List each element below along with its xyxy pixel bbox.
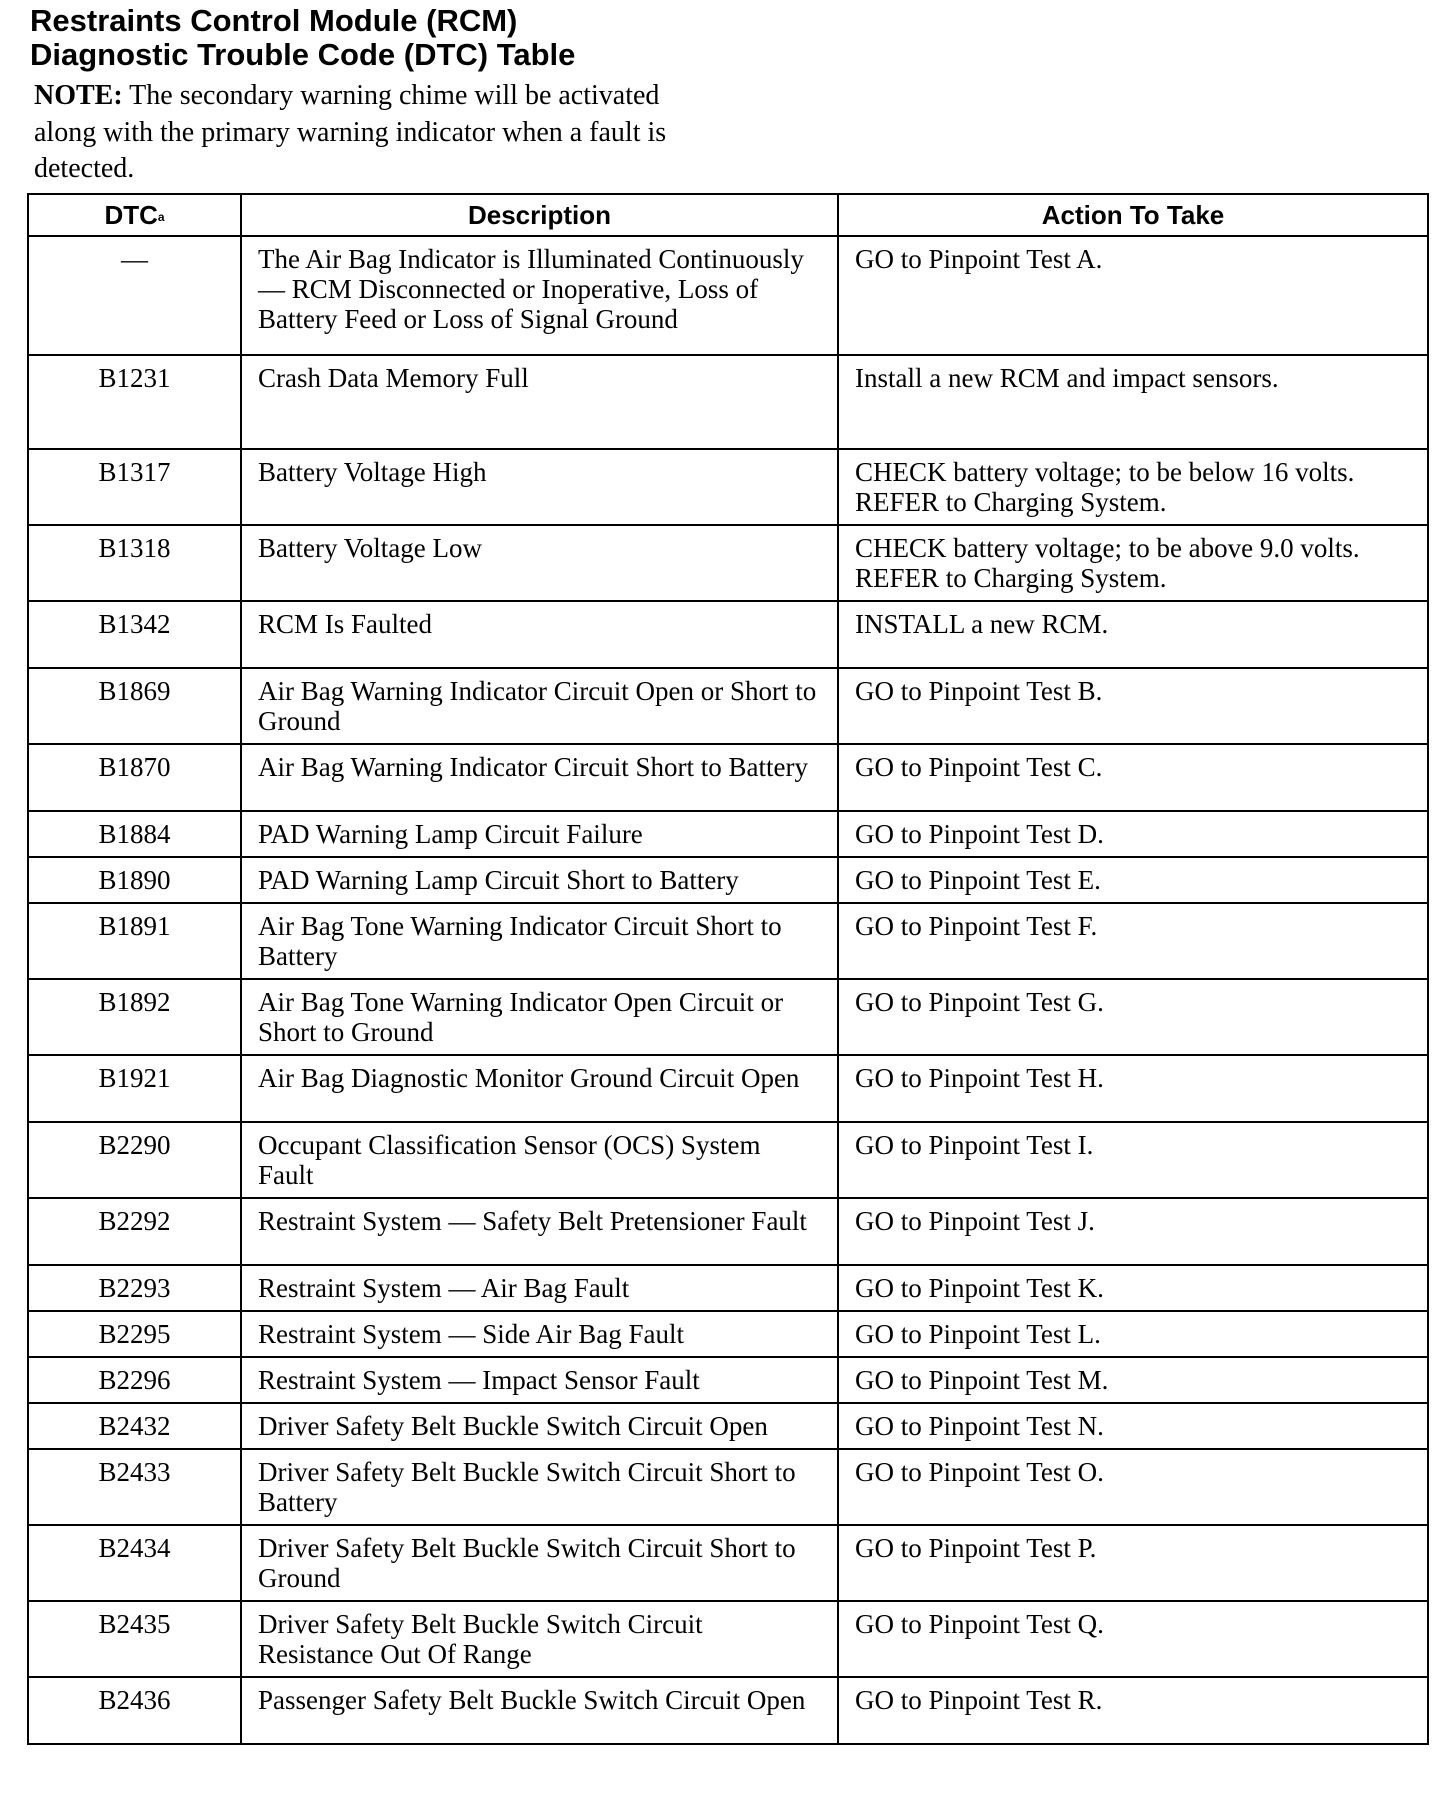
description-cell: Air Bag Tone Warning Indicator Circuit Short to Battery: [241, 903, 838, 979]
description-cell: Passenger Safety Belt Buckle Switch Circuit Open: [241, 1677, 838, 1744]
description-cell: Restraint System — Safety Belt Pretensioner Fault: [241, 1198, 838, 1265]
action-cell: GO to Pinpoint Test B.: [838, 668, 1428, 744]
description-cell: Driver Safety Belt Buckle Switch Circuit Short to Ground: [241, 1525, 838, 1601]
action-cell: Install a new RCM and impact sensors.: [838, 355, 1428, 449]
action-cell: GO to Pinpoint Test N.: [838, 1403, 1428, 1449]
description-cell: Air Bag Warning Indicator Circuit Short to Battery: [241, 744, 838, 811]
dtc-code-cell: B1892: [28, 979, 241, 1055]
dtc-code-cell: B1869: [28, 668, 241, 744]
action-cell: GO to Pinpoint Test P.: [838, 1525, 1428, 1601]
dtc-code-cell: B1317: [28, 449, 241, 525]
table-row: [28, 1403, 1428, 1449]
dtc-code-cell: B1870: [28, 744, 241, 811]
table-row: [28, 903, 1428, 979]
table-row: [28, 1198, 1428, 1265]
note: [34, 78, 714, 188]
table-row: [28, 1449, 1428, 1525]
description-cell: Driver Safety Belt Buckle Switch Circuit Open: [241, 1403, 838, 1449]
description-cell: Air Bag Tone Warning Indicator Open Circuit or Short to Ground: [241, 979, 838, 1055]
dtc-code-cell: B1891: [28, 903, 241, 979]
action-cell: GO to Pinpoint Test K.: [838, 1265, 1428, 1311]
table-row: [28, 601, 1428, 668]
table-row: [28, 1677, 1428, 1744]
page-title: [30, 4, 575, 72]
action-cell: GO to Pinpoint Test E.: [838, 857, 1428, 903]
description-cell: Driver Safety Belt Buckle Switch Circuit Resistance Out Of Range: [241, 1601, 838, 1677]
action-cell: GO to Pinpoint Test M.: [838, 1357, 1428, 1403]
description-cell: Battery Voltage Low: [241, 525, 838, 601]
action-cell: GO to Pinpoint Test Q.: [838, 1601, 1428, 1677]
description-cell: Restraint System — Air Bag Fault: [241, 1265, 838, 1311]
description-cell: RCM Is Faulted: [241, 601, 838, 668]
dtc-code-cell: B2290: [28, 1122, 241, 1198]
dtc-code-cell: B2292: [28, 1198, 241, 1265]
table-row: [28, 1357, 1428, 1403]
table-row: [28, 236, 1428, 355]
page-title-line-1: Restraints Control Module (RCM): [30, 3, 518, 38]
table-row: [28, 811, 1428, 857]
action-cell: CHECK battery voltage; to be above 9.0 volts. REFER to Charging System.: [838, 525, 1428, 601]
description-cell: PAD Warning Lamp Circuit Failure: [241, 811, 838, 857]
dtc-code-cell: B1921: [28, 1055, 241, 1122]
header-dtc: [28, 194, 241, 236]
table-row: [28, 355, 1428, 449]
action-cell: GO to Pinpoint Test D.: [838, 811, 1428, 857]
action-cell: GO to Pinpoint Test I.: [838, 1122, 1428, 1198]
description-cell: Crash Data Memory Full: [241, 355, 838, 449]
table-row: [28, 449, 1428, 525]
table-row: [28, 1525, 1428, 1601]
header-dtc-label: DTC: [104, 200, 158, 230]
dtc-code-cell: B2436: [28, 1677, 241, 1744]
action-cell: INSTALL a new RCM.: [838, 601, 1428, 668]
action-cell: GO to Pinpoint Test G.: [838, 979, 1428, 1055]
description-cell: PAD Warning Lamp Circuit Short to Battery: [241, 857, 838, 903]
dtc-code-cell: B1231: [28, 355, 241, 449]
table-row: [28, 1601, 1428, 1677]
action-cell: CHECK battery voltage; to be below 16 volts. REFER to Charging System.: [838, 449, 1428, 525]
table-row: [28, 1055, 1428, 1122]
action-cell: GO to Pinpoint Test H.: [838, 1055, 1428, 1122]
dtc-code-cell: —: [28, 236, 241, 355]
action-cell: GO to Pinpoint Test F.: [838, 903, 1428, 979]
dtc-code-cell: B2435: [28, 1601, 241, 1677]
description-cell: Air Bag Warning Indicator Circuit Open or Short to Ground: [241, 668, 838, 744]
table-header-row: [28, 194, 1428, 236]
table-row: [28, 1265, 1428, 1311]
header-action: Action To Take: [838, 194, 1428, 236]
header-dtc-footnote-mark: a: [157, 210, 165, 224]
dtc-code-cell: B1884: [28, 811, 241, 857]
dtc-table: [27, 193, 1429, 1745]
dtc-code-cell: B2295: [28, 1311, 241, 1357]
table-row: [28, 525, 1428, 601]
table-row: [28, 744, 1428, 811]
dtc-code-cell: B2293: [28, 1265, 241, 1311]
action-cell: GO to Pinpoint Test L.: [838, 1311, 1428, 1357]
description-cell: Occupant Classification Sensor (OCS) System Fault: [241, 1122, 838, 1198]
table-row: [28, 1311, 1428, 1357]
dtc-code-cell: B2296: [28, 1357, 241, 1403]
dtc-code-cell: B2432: [28, 1403, 241, 1449]
dtc-code-cell: B1890: [28, 857, 241, 903]
dtc-code-cell: B2433: [28, 1449, 241, 1525]
description-cell: Air Bag Diagnostic Monitor Ground Circuit Open: [241, 1055, 838, 1122]
dtc-code-cell: B1342: [28, 601, 241, 668]
table-body: [28, 236, 1428, 1744]
note-text: The secondary warning chime will be activated along with the primary warning indicator when a fault is detected.: [34, 80, 667, 184]
note-label: NOTE:: [34, 80, 123, 111]
description-cell: Driver Safety Belt Buckle Switch Circuit Short to Battery: [241, 1449, 838, 1525]
action-cell: GO to Pinpoint Test J.: [838, 1198, 1428, 1265]
table-row: [28, 979, 1428, 1055]
header-description: Description: [241, 194, 838, 236]
action-cell: GO to Pinpoint Test R.: [838, 1677, 1428, 1744]
description-cell: Battery Voltage High: [241, 449, 838, 525]
description-cell: Restraint System — Impact Sensor Fault: [241, 1357, 838, 1403]
page-title-line-2: Diagnostic Trouble Code (DTC) Table: [30, 37, 576, 72]
table-row: [28, 857, 1428, 903]
description-cell: Restraint System — Side Air Bag Fault: [241, 1311, 838, 1357]
action-cell: GO to Pinpoint Test C.: [838, 744, 1428, 811]
action-cell: GO to Pinpoint Test A.: [838, 236, 1428, 355]
description-cell: The Air Bag Indicator is Illuminated Continuously — RCM Disconnected or Inoperative, Loss of Battery Feed or Loss of Signal Ground: [241, 236, 838, 355]
table-row: [28, 1122, 1428, 1198]
table-row: [28, 668, 1428, 744]
dtc-code-cell: B1318: [28, 525, 241, 601]
action-cell: GO to Pinpoint Test O.: [838, 1449, 1428, 1525]
dtc-code-cell: B2434: [28, 1525, 241, 1601]
